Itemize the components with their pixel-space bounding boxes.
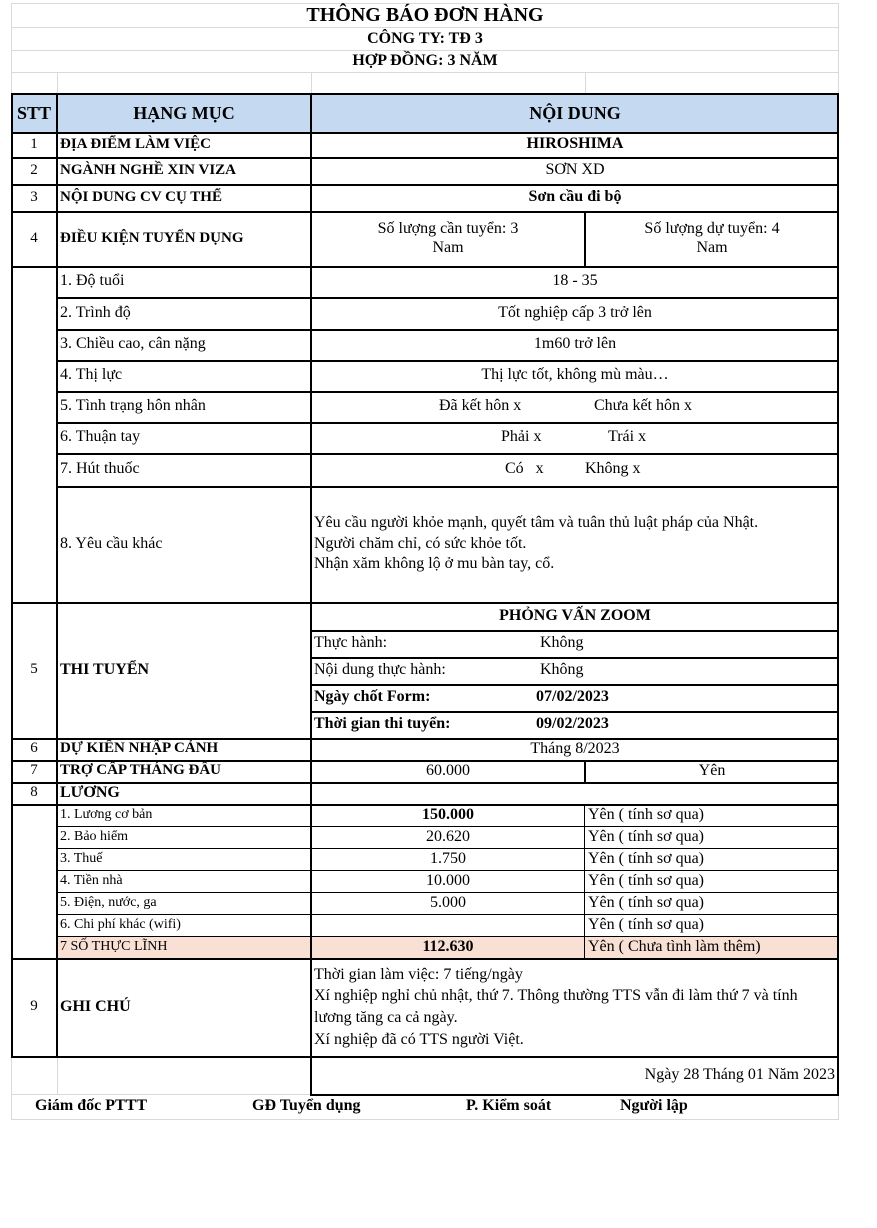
border [11, 93, 13, 1058]
gridline [11, 72, 839, 73]
document-title: THÔNG BÁO ĐƠN HÀNG [306, 4, 544, 26]
row-number: 6 [30, 740, 38, 757]
form-deadline-value: 07/02/2023 [536, 688, 609, 706]
gridline [11, 1056, 12, 1119]
job-content: Sơn cầu đi bộ [528, 188, 622, 206]
signature-preparer: Người lập [620, 1097, 688, 1115]
border [11, 782, 839, 784]
recruit-gender: Nam [432, 238, 464, 256]
row-number: 4 [30, 229, 38, 246]
company-name: CÔNG TY: TĐ 3 [367, 29, 483, 47]
border [311, 684, 839, 686]
gridline [585, 72, 586, 93]
non-smoker-option: Không x [585, 460, 641, 478]
border [57, 329, 839, 331]
border [584, 804, 585, 958]
salary-item-label: 3. Thuế [60, 850, 103, 866]
border [11, 211, 839, 213]
border [57, 391, 839, 393]
row-label: DỰ KIẾN NHẬP CẢNH [60, 740, 219, 757]
requirement-label: 2. Trình độ [60, 303, 131, 321]
other-requirement-line: Yêu cầu người khỏe mạnh, quyết tâm và tuân thủ luật pháp của Nhật. [314, 513, 759, 531]
salary-item-value: 10.000 [426, 871, 470, 889]
signing-date: Ngày 28 Tháng 01 Năm 2023 [644, 1065, 835, 1083]
gridline [11, 1119, 839, 1120]
allowance-amount: 60.000 [426, 761, 470, 779]
contract-term: HỢP ĐỒNG: 3 NĂM [352, 51, 498, 69]
row-number: 1 [30, 135, 38, 152]
signature-director: Giám đốc PTTT [35, 1097, 148, 1115]
border [11, 958, 839, 960]
salary-item-label: 4. Tiền nhà [60, 872, 123, 888]
other-requirement-line: Người chăm chỉ, có sức khỏe tốt. [314, 534, 527, 552]
salary-item-value: 150.000 [422, 805, 474, 823]
row-label: LƯƠNG [60, 783, 120, 801]
border [57, 870, 839, 871]
practice-value: Không [540, 634, 584, 652]
header-stt: STT [11, 94, 57, 132]
recruit-quantity [311, 211, 585, 266]
border [837, 93, 839, 1096]
border [57, 936, 839, 937]
border [311, 630, 839, 632]
notes-content [311, 958, 839, 1056]
salary-item-value: 20.620 [426, 827, 470, 845]
row-label: ĐỊA ĐIỂM LÀM VIỆC [60, 135, 211, 152]
exam-time-label: Thời gian thi tuyển: [314, 715, 451, 733]
border [56, 93, 58, 1058]
requirement-label: 5. Tình trạng hôn nhân [60, 397, 206, 415]
signature-recruitment: GĐ Tuyển dụng [252, 1097, 361, 1115]
visa-occupation: SƠN XD [545, 161, 605, 179]
net-salary-value: 112.630 [311, 936, 585, 958]
practice-label: Thực hành: [314, 634, 388, 652]
gridline [311, 72, 312, 93]
salary-item-unit: Yên ( tính sơ qua) [588, 871, 704, 889]
border [57, 826, 839, 827]
border [11, 804, 839, 806]
salary-item-value: 5.000 [430, 893, 466, 911]
candidate-quantity [585, 211, 839, 266]
row-label: THI TUYỂN [60, 660, 150, 678]
salary-item-value: 1.750 [430, 849, 466, 867]
requirement-label: 3. Chiều cao, cân nặng [60, 335, 206, 353]
exam-time-value: 09/02/2023 [536, 715, 609, 733]
salary-item-label: 5. Điện, nước, ga [60, 894, 157, 910]
requirement-label: 1. Độ tuổi [60, 272, 125, 290]
salary-item-label: 1. Lương cơ bản [60, 806, 153, 822]
border [57, 297, 839, 299]
border [311, 657, 839, 659]
row-number: 2 [30, 161, 38, 178]
border [57, 848, 839, 849]
border [584, 211, 586, 268]
salary-item-label: 2. Bảo hiểm [60, 828, 129, 844]
border [310, 93, 312, 1096]
border [57, 422, 839, 424]
requirement-value: Thị lực tốt, không mù màu… [481, 366, 669, 384]
row-number: 3 [30, 188, 38, 205]
border [11, 738, 839, 740]
single-option: Chưa kết hôn x [594, 397, 692, 415]
candidate-gender: Nam [696, 238, 728, 256]
border [584, 760, 586, 782]
other-requirements [311, 486, 839, 602]
border [311, 711, 839, 713]
note-line: Xí nghiệp nghỉ chủ nhật, thứ 7. Thông thường TTS vẫn đi làm thứ 7 và tính lương tăng ca cả ngày. [314, 987, 798, 1026]
requirement-label: 4. Thị lực [60, 366, 123, 384]
row-label: GHI CHÚ [60, 997, 131, 1015]
net-salary-label: 7 SỐ THỰC LĨNH [57, 936, 311, 958]
practice-content-value: Không [540, 661, 584, 679]
practice-content-label: Nội dung thực hành: [314, 661, 446, 679]
border [11, 266, 839, 268]
expected-entry: Tháng 8/2023 [530, 739, 620, 757]
row-number: 8 [30, 784, 38, 801]
salary-item-unit: Yên ( tính sơ qua) [588, 827, 704, 845]
exam-format: PHỎNG VẤN ZOOM [499, 606, 651, 624]
gridline [57, 1056, 58, 1094]
candidate-quantity-line: Số lượng dự tuyển: 4 [644, 220, 780, 238]
row-label: TRỢ CẤP THÁNG ĐẦU [60, 762, 221, 779]
requirement-label: 8. Yêu cầu khác [60, 534, 163, 552]
border [57, 486, 839, 488]
border [57, 892, 839, 893]
border [311, 1094, 839, 1096]
row-number: 9 [30, 998, 38, 1015]
married-option: Đã kết hôn x [439, 397, 522, 415]
border [11, 132, 839, 134]
net-salary-unit: Yên ( Chưa tình làm thêm) [585, 936, 839, 958]
border [57, 360, 839, 362]
row-number: 5 [30, 661, 38, 678]
border [57, 453, 839, 455]
row-label: ĐIỀU KIỆN TUYỂN DỤNG [60, 229, 244, 246]
smoker-option: Có x [505, 460, 544, 478]
requirement-label: 6. Thuận tay [60, 428, 141, 446]
border [11, 1056, 839, 1058]
signature-control: P. Kiểm soát [466, 1097, 552, 1115]
border [11, 760, 839, 762]
requirement-value: 18 - 35 [552, 272, 598, 290]
header-content: NỘI DUNG [311, 94, 839, 132]
other-requirement-line: Nhận xăm không lộ ở mu bàn tay, cổ. [314, 555, 555, 573]
row-label: NỘI DUNG CV CỤ THỂ [60, 188, 222, 205]
gridline [57, 72, 58, 93]
salary-item-unit: Yên ( tính sơ qua) [588, 893, 704, 911]
header-category: HẠNG MỤC [57, 94, 311, 132]
salary-item-label: 6. Chi phí khác (wifi) [60, 916, 181, 932]
border [11, 157, 839, 159]
salary-item-unit: Yên ( tính sơ qua) [588, 915, 704, 933]
requirement-label: 7. Hút thuốc [60, 460, 140, 478]
row-label: NGÀNH NGHỀ XIN VIZA [60, 161, 236, 178]
left-hand-option: Trái x [608, 428, 647, 446]
right-hand-option: Phải x [501, 428, 542, 446]
salary-item-unit: Yên ( tính sơ qua) [588, 805, 704, 823]
salary-item-unit: Yên ( tính sơ qua) [588, 849, 704, 867]
requirement-value: 1m60 trở lên [533, 335, 617, 353]
note-line: Thời gian làm việc: 7 tiếng/ngày [314, 965, 523, 983]
note-line: Xí nghiệp đã có TTS người Việt. [314, 1030, 524, 1048]
border [11, 93, 839, 95]
work-location: HIROSHIMA [526, 135, 624, 153]
allowance-unit: Yên [698, 761, 726, 779]
requirement-value: Tốt nghiệp cấp 3 trở lên [498, 303, 652, 321]
form-deadline-label: Ngày chốt Form: [314, 688, 431, 706]
border [11, 602, 839, 604]
recruit-quantity-line: Số lượng cần tuyển: 3 [377, 220, 519, 238]
salary-item-value [311, 914, 585, 936]
border [57, 914, 839, 915]
border [11, 184, 839, 186]
row-number: 7 [30, 762, 38, 779]
